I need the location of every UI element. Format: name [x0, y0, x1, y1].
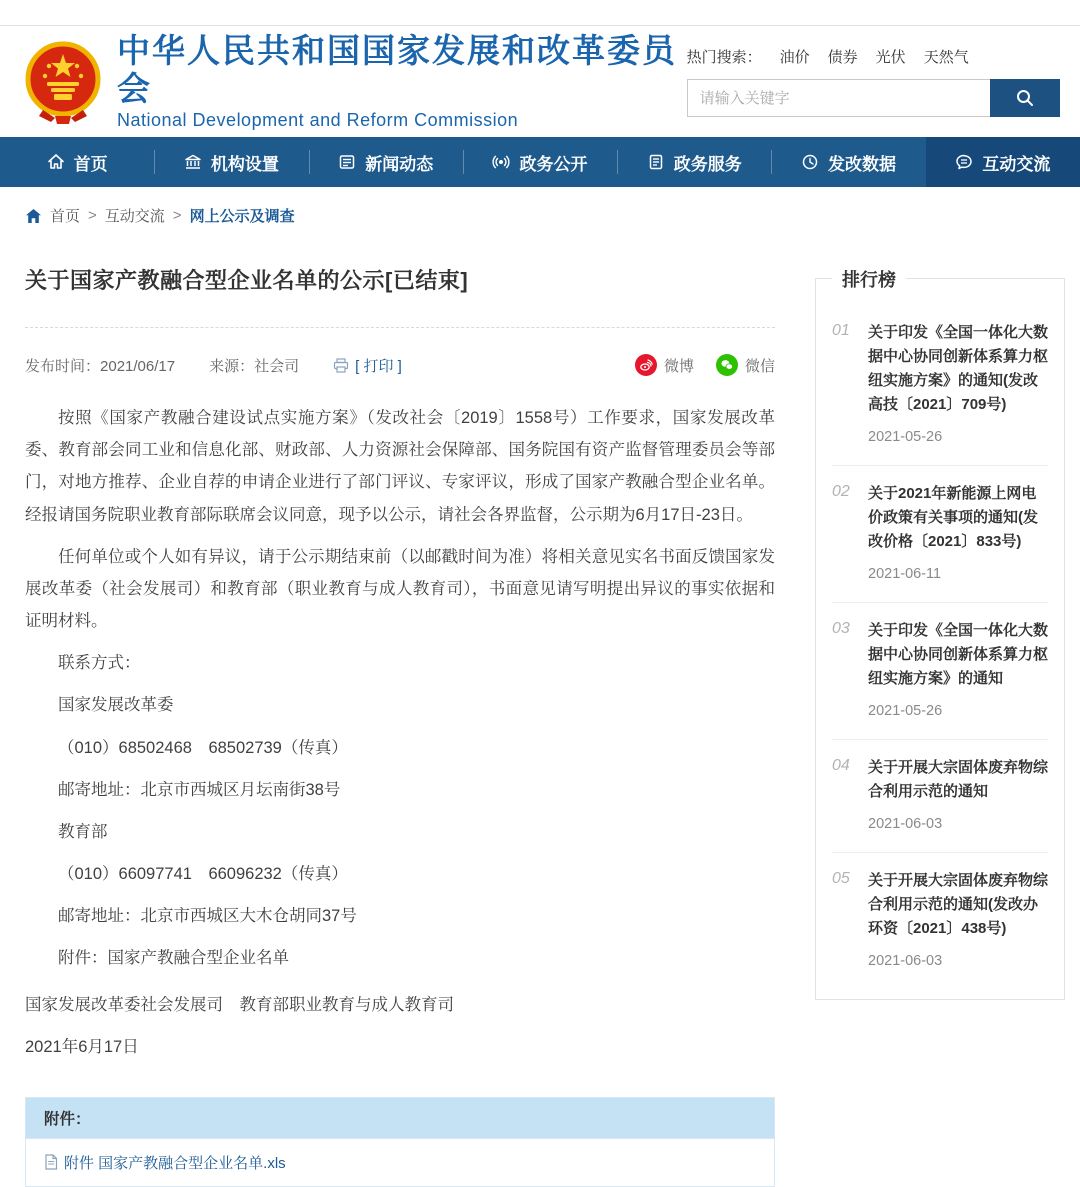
- article-source: [209, 355, 299, 376]
- nav-item-home[interactable]: [0, 137, 154, 187]
- ranking-item-2: [832, 466, 1048, 603]
- printer-icon: [333, 358, 349, 373]
- page-body: [0, 226, 1080, 1187]
- hot-search-term-pv[interactable]: 光伏: [875, 49, 906, 66]
- file-icon: [44, 1154, 58, 1170]
- breadcrumb: [0, 187, 1080, 226]
- nav-item-label: 互动交流: [982, 154, 1051, 174]
- contact-ndrc-address: 邮寄地址：北京市西城区月坛南街38号: [58, 780, 341, 799]
- nav-item-interaction[interactable]: [926, 137, 1080, 187]
- breadcrumb-current[interactable]: 网上公示及调查: [189, 208, 295, 225]
- attachment-row: [26, 1138, 774, 1186]
- ranking-item-link[interactable]: 关于印发《全国一体化大数据中心协同创新体系算力枢纽实施方案》的通知(发改高技〔2021〕709号): [868, 324, 1049, 413]
- ranking-item-link[interactable]: 关于印发《全国一体化大数据中心协同创新体系算力枢纽实施方案》的通知: [868, 622, 1049, 687]
- hot-search-bar: [687, 46, 1060, 67]
- clock-icon: [801, 153, 819, 171]
- hot-search-term-oil[interactable]: 油价: [779, 49, 810, 66]
- ranking-item-3: [832, 603, 1048, 740]
- publish-time-value: 2021/06/17: [100, 357, 176, 375]
- rank-number: 02: [832, 483, 850, 500]
- ranking-item-5: [832, 853, 1048, 989]
- nav-item-label: 发改数据: [828, 154, 897, 174]
- share-wechat-label: 微信: [744, 357, 775, 375]
- share-weibo-label: 微博: [663, 357, 694, 375]
- title-divider: [25, 327, 775, 328]
- institution-icon: [184, 153, 202, 171]
- source-label: 来源：: [209, 357, 255, 375]
- article-paragraph: 任何单位或个人如有异议，请于公示期结束前（以邮戳时间为准）将相关意见实名书面反馈国家发展改革委（社会发展司）和教育部（职业教育与成人教育司），书面意见请写明提出异议的事实依据和证明材料。: [25, 547, 775, 631]
- sidebar-column: [815, 226, 1065, 1187]
- attachment-box-header: 附件：: [26, 1098, 774, 1138]
- home-icon: [47, 153, 65, 171]
- nav-item-public-affairs[interactable]: [463, 137, 617, 187]
- nav-item-services[interactable]: [617, 137, 771, 187]
- breadcrumb-separator: >: [88, 207, 97, 224]
- document-icon: [647, 153, 665, 171]
- contact-ndrc-name: 国家发展改革委: [58, 696, 174, 715]
- header-search-area: [687, 46, 1060, 117]
- source-value: 社会司: [254, 357, 300, 375]
- ranking-item-date: 2021-05-26: [868, 703, 943, 719]
- rank-number: 03: [832, 620, 850, 637]
- ranking-item-link[interactable]: 关于2021年新能源上网电价政策有关事项的通知(发改价格〔2021〕833号): [868, 485, 1038, 550]
- nav-item-label: 政务服务: [673, 154, 742, 174]
- ranking-item-1: [832, 305, 1048, 466]
- nav-item-label: 新闻动态: [365, 154, 434, 174]
- article-meta-row: [25, 354, 775, 376]
- ranking-item-4: [832, 740, 1048, 853]
- rank-number: 04: [832, 757, 850, 774]
- publish-time-label: 发布时间：: [25, 357, 101, 375]
- nav-item-organization[interactable]: [154, 137, 308, 187]
- ranking-panel-title: 排行榜: [832, 266, 906, 292]
- search-button[interactable]: [990, 79, 1060, 117]
- article-body: [25, 402, 775, 1063]
- contact-moe-phone: （010）66097741 66096232（传真）: [58, 865, 348, 884]
- contact-moe-name: 教育部: [58, 822, 108, 841]
- signature-date: 2021年6月17日: [25, 1037, 139, 1056]
- news-icon: [338, 153, 356, 171]
- nav-item-label: 机构设置: [210, 154, 279, 174]
- rank-number: 05: [832, 870, 850, 887]
- share-group: [635, 354, 775, 376]
- rank-number: 01: [832, 322, 850, 339]
- top-strip: [0, 0, 1080, 26]
- ranking-item-link[interactable]: 关于开展大宗固体废弃物综合利用示范的通知: [868, 759, 1049, 800]
- breadcrumb-home-icon: [25, 208, 42, 224]
- site-titles: [117, 32, 687, 132]
- search-icon: [1015, 88, 1035, 108]
- hot-search-term-gas[interactable]: 天然气: [923, 49, 969, 66]
- ranking-item-date: 2021-06-03: [868, 816, 943, 832]
- ranking-item-date: 2021-05-26: [868, 429, 943, 445]
- contact-moe-address: 邮寄地址：北京市西城区大木仓胡同37号: [58, 907, 357, 926]
- breadcrumb-home[interactable]: 首页: [50, 208, 81, 225]
- contact-heading: 联系方式：: [58, 654, 141, 673]
- search-input[interactable]: [687, 79, 990, 117]
- ranking-item-link[interactable]: 关于开展大宗固体废弃物综合利用示范的通知(发改办环资〔2021〕438号): [868, 872, 1049, 937]
- print-label: [ 打印 ]: [355, 357, 402, 375]
- contact-ndrc-phone: （010）68502468 68502739（传真）: [58, 738, 348, 757]
- breadcrumb-separator: >: [172, 207, 182, 224]
- attachment-note: 附件：国家产教融合型企业名单: [58, 949, 289, 968]
- site-title-cn: 中华人民共和国国家发展和改革委员会: [117, 31, 677, 107]
- weibo-icon: [635, 354, 657, 376]
- article-title: 关于国家产教融合型企业名单的公示[已结束]: [25, 268, 469, 293]
- national-emblem-logo: [25, 40, 101, 124]
- attachment-file-link[interactable]: 附件 国家产教融合型企业名单.xls: [64, 1154, 286, 1172]
- site-header: [0, 26, 1080, 137]
- publish-time: [25, 355, 175, 376]
- share-wechat-button[interactable]: [716, 354, 775, 376]
- site-title-en: National Development and Reform Commission: [117, 110, 519, 131]
- hot-search-label: 热门搜索：: [686, 49, 762, 66]
- print-button[interactable]: [333, 355, 402, 376]
- hot-search-term-bonds[interactable]: 债券: [827, 49, 858, 66]
- signature-line: 国家发展改革委社会发展司 教育部职业教育与成人教育司: [25, 995, 454, 1014]
- article-paragraph: 按照《国家产教融合建设试点实施方案》（发改社会〔2019〕1558号）工作要求，国家发展改革委、教育部会同工业和信息化部、财政部、人力资源社会保障部、国务院国有资产监督管理委员会等部门，对地方推荐、企业自荐的申请企业进行了部门评议、专家评议，形成了国家产教融合型企业名单。经报请国务院职业教育部际联席会议同意，现予以公示，请社会各界监督，公示期为6月17日-23日。: [25, 409, 775, 524]
- share-weibo-button[interactable]: [635, 354, 694, 376]
- broadcast-icon: [492, 153, 510, 171]
- search-box: [687, 79, 1060, 117]
- nav-item-news[interactable]: [309, 137, 463, 187]
- ranking-panel: [815, 270, 1065, 1000]
- main-navbar: [0, 137, 1080, 187]
- nav-item-data[interactable]: [771, 137, 925, 187]
- nav-item-label: 首页: [73, 154, 108, 174]
- ranking-item-date: 2021-06-03: [868, 953, 943, 969]
- attachment-box: [25, 1097, 775, 1187]
- nav-item-label: 政务公开: [519, 154, 588, 174]
- breadcrumb-interaction[interactable]: 互动交流: [104, 208, 165, 225]
- ranking-item-date: 2021-06-11: [868, 566, 942, 582]
- chat-icon: [955, 153, 973, 171]
- wechat-icon: [716, 354, 738, 376]
- main-column: [25, 226, 775, 1187]
